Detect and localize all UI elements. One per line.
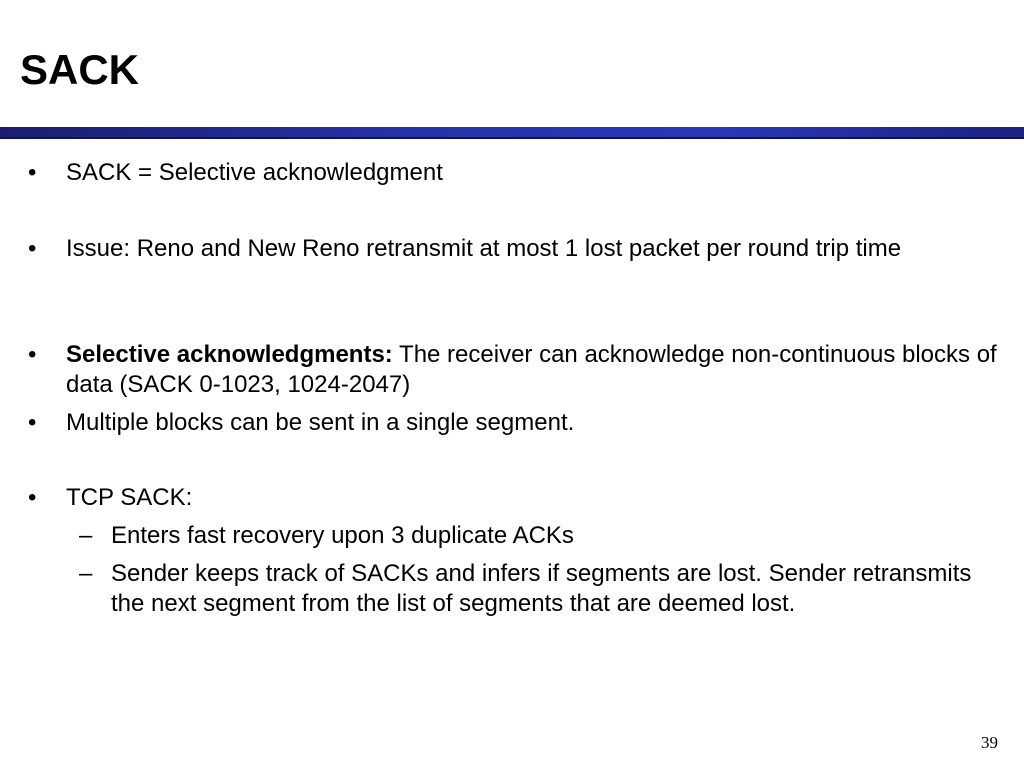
bullet-text [66, 340, 1006, 400]
bullet-bold-lead: Selective acknowledgments: [66, 341, 393, 368]
sub-bullet-text: Enters fast recovery upon 3 duplicate ACKs [111, 522, 574, 549]
sub-bullet-marker: – [79, 522, 93, 549]
sub-bullet-text: Sender keeps track of SACKs and infers if segments are lost. Sender retransmits the next segment from the list of segments that are deemed lost. [111, 560, 972, 617]
page-number: 39 [981, 733, 998, 752]
bullet-marker: • [28, 409, 37, 436]
bullet-text: Issue: Reno and New Reno retransmit at most 1 lost packet per round trip time [66, 235, 902, 262]
bullet-text: SACK = Selective acknowledgment [66, 159, 443, 186]
slide-title: SACK [20, 46, 140, 93]
bullet-text: Multiple blocks can be sent in a single segment. [66, 409, 575, 436]
title-divider-shadow [0, 137, 1024, 139]
bullet-marker: • [28, 159, 37, 186]
bullet-text: TCP SACK: [66, 484, 193, 511]
bullet-marker: • [28, 341, 37, 368]
sub-bullet-marker: – [79, 560, 93, 587]
bullet-marker: • [28, 484, 37, 511]
title-divider [0, 127, 1024, 137]
bullet-marker: • [28, 235, 37, 262]
bullet-body: The receiver can acknowledge non-continuous blocks of data (SACK 0-1023, 1024-2047) [66, 341, 997, 398]
